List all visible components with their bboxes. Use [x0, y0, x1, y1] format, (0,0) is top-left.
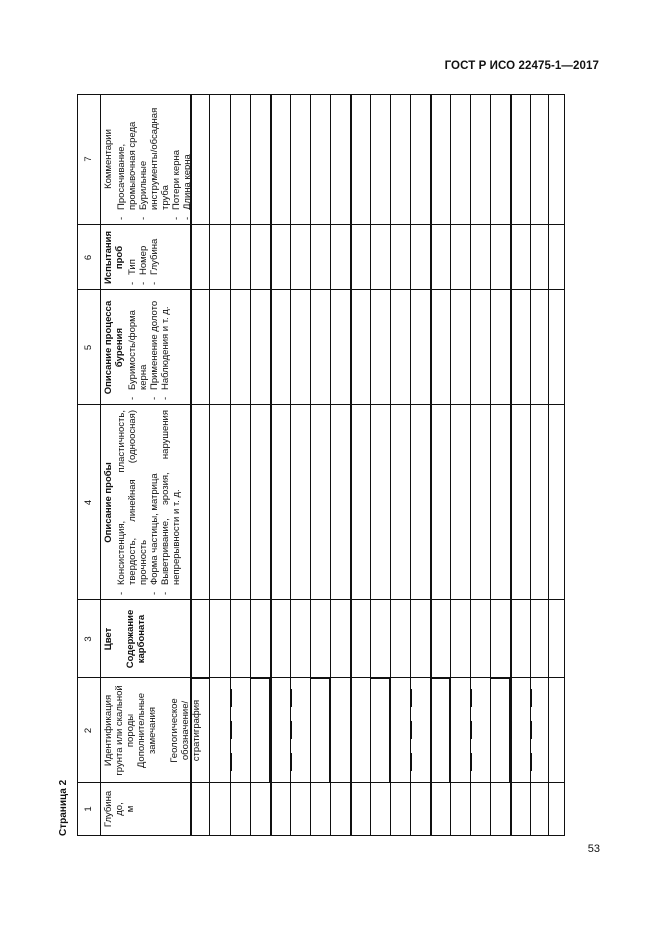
header-depth-line-3: м: [125, 805, 136, 813]
dash-marker: [531, 721, 532, 739]
column-divider: [78, 224, 564, 225]
header-depth: [103, 783, 136, 835]
header-sample-description-title: Описание пробы: [103, 462, 114, 543]
dash-marker: [531, 753, 532, 771]
column-divider: [78, 404, 564, 405]
dash-marker: [531, 689, 532, 707]
dash-marker: [351, 753, 352, 771]
header-identification-line-2: Дополнительные замечания: [136, 692, 158, 769]
dash-marker: [291, 689, 292, 707]
list-item: - Тип: [127, 230, 138, 285]
dash-marker: [231, 753, 232, 771]
list-item: - Применение долото: [149, 295, 160, 400]
header-sample-tests-title: Испытания проб: [103, 230, 125, 285]
header-drilling-description: [103, 290, 171, 405]
list-item: - Длина керна: [182, 98, 193, 220]
row-divider: [450, 95, 451, 835]
list-item: - Номер: [138, 230, 149, 285]
header-comments-title: Комментарии: [103, 129, 114, 189]
dash-marker: [231, 721, 232, 739]
header-sample-description: [103, 405, 182, 600]
header-number-separator: [100, 95, 101, 835]
dash-marker: [351, 689, 352, 707]
row-divider: [548, 95, 549, 835]
header-identification: [103, 678, 202, 783]
col-number-3: 3: [83, 636, 94, 642]
stratum-marker: [430, 678, 450, 783]
list-item: - Бурильные инструменты/обсадная труба: [138, 98, 171, 220]
col-number-6: 6: [83, 254, 94, 261]
dash-marker: [291, 753, 292, 771]
header-sample-description-list: [116, 410, 182, 595]
list-item: - Форма частицы, матрица: [149, 410, 160, 595]
stratum-marker: [490, 678, 510, 783]
dash-marker: [471, 721, 472, 739]
row-divider: [330, 95, 331, 835]
header-identification-line-3: Геологическое обозначение/ стратиграфия: [169, 698, 202, 763]
dash-marker: [471, 689, 472, 707]
header-sample-tests: [103, 225, 160, 290]
header-carbonate-title: Содержание карбоната: [125, 609, 147, 669]
dash-marker: [411, 721, 412, 739]
col-number-7: 7: [83, 156, 94, 162]
header-comments: [103, 93, 193, 225]
col-number-5: 5: [83, 344, 94, 351]
dash-marker: [291, 721, 292, 739]
col-number-1: 1: [83, 806, 94, 812]
header-color-title: Цвет: [103, 627, 114, 651]
list-item: - Буримость/форма керна: [127, 295, 149, 400]
row-divider: [510, 95, 512, 835]
header-depth-line-2: до,: [114, 802, 125, 816]
stratum-marker: [310, 678, 330, 783]
col-number-4: 4: [83, 499, 94, 506]
document-code: ГОСТ Р ИСО 22475-1—2017: [444, 60, 599, 72]
column-divider: [78, 289, 564, 290]
column-divider: [78, 599, 564, 600]
header-color: [103, 600, 147, 678]
header-drilling-description-list: [127, 295, 171, 400]
header-comments-list: [116, 98, 193, 220]
log-table: [77, 94, 565, 836]
header-sample-tests-list: [127, 230, 160, 285]
dash-marker: [411, 689, 412, 707]
sheet-label: Страница 2: [58, 779, 69, 836]
dash-marker: [471, 753, 472, 771]
list-item: - Потери керна: [171, 98, 182, 220]
dash-marker: [231, 689, 232, 707]
stratum-marker: [190, 678, 210, 783]
stratum-marker: [250, 678, 270, 783]
header-depth-line-1: Глубина: [103, 790, 114, 828]
row-divider: [390, 95, 391, 835]
page-number: 53: [587, 843, 600, 855]
dash-marker: [411, 753, 412, 771]
rotated-table-area: [58, 94, 565, 836]
header-identification-line-1: Идентификация грунта или скальной породы: [103, 685, 136, 776]
list-item: - Просачивание, промывочная среда: [116, 98, 138, 220]
dash-marker: [351, 721, 352, 739]
row-divider: [270, 95, 272, 835]
list-item: - Глубина: [149, 230, 160, 285]
list-item: - Наблюдения и т. д.: [160, 295, 171, 400]
list-item: - Выветривание, эрозия, нарушения непрерывности и т. д.: [160, 410, 182, 595]
list-item: - Консистенция, пластичность, твердость, линейная (одноосная) прочность: [116, 410, 149, 595]
stratum-marker: [370, 678, 390, 783]
header-drilling-description-title: Описание процесса бурения: [103, 300, 125, 395]
col-number-2: 2: [83, 727, 94, 734]
